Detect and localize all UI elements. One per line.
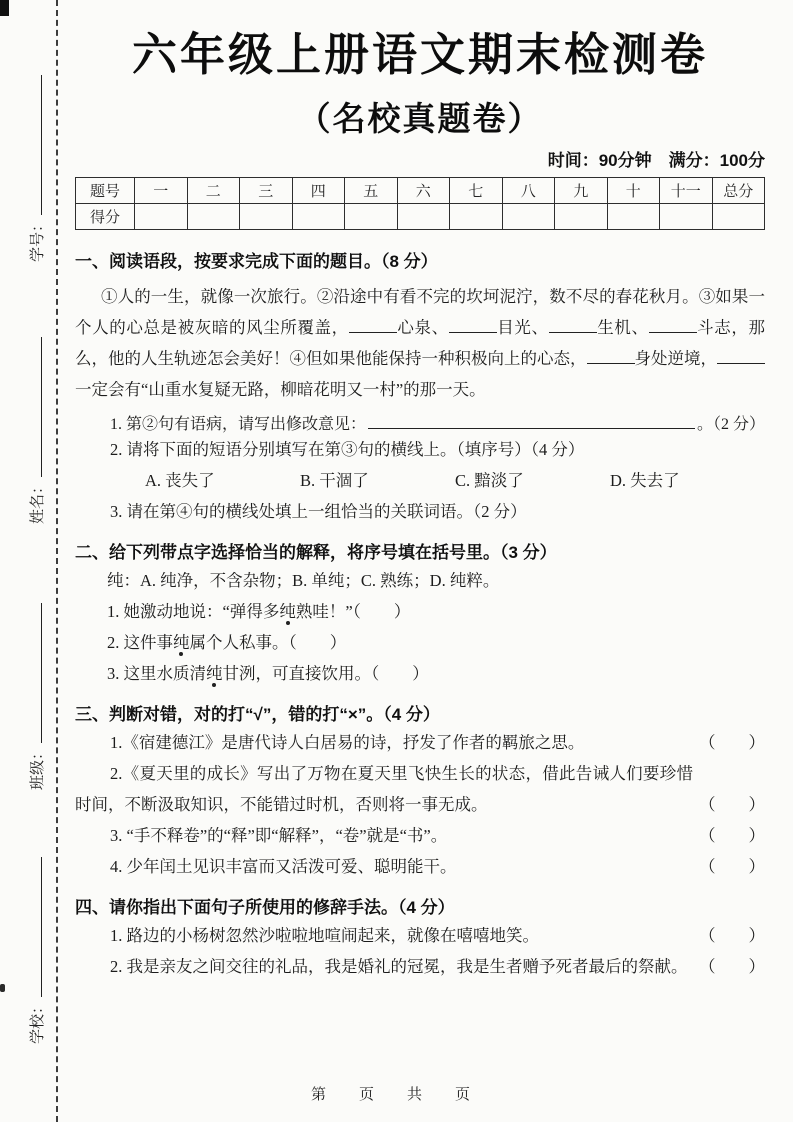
score-cell (292, 204, 345, 230)
score-table-header-cell: 九 (555, 178, 608, 204)
passage-text: 一定会有“山重水复疑无路，柳暗花明又一村”的那一天。 (75, 380, 486, 399)
score-cell (502, 204, 555, 230)
student-id-label: 学号： (29, 216, 46, 262)
section-2-heading: 二、给下列带点字选择恰当的解释，将序号填在括号里。（3 分） (75, 543, 557, 562)
score-cell (712, 204, 765, 230)
page-footer: 第 页 共 页 (310, 1086, 479, 1103)
s1-question-3: 3. 请在第④句的横线处填上一组恰当的关联词语。（2 分） (110, 502, 527, 521)
sentence-text: 2. 这件事 (107, 633, 173, 652)
passage-text: ①人的一生，就像一次旅行。②沿途中有看不完的坎坷泥泞，数不尽的春花秋月。③如果一个人的心总是被灰暗的风尘所覆盖， (75, 287, 765, 337)
section-1-heading: 一、阅读语段，按要求完成下面的题目。（8 分） (75, 252, 438, 271)
s1-options (75, 465, 765, 496)
fill-blank (649, 316, 697, 334)
score-cell (555, 204, 608, 230)
student-name-field (26, 337, 47, 524)
class-field (26, 603, 47, 790)
class-label: 班级： (29, 744, 46, 790)
score-table-header-cell: 五 (345, 178, 398, 204)
dotted-char: 纯 (279, 602, 296, 621)
sentence-text: 熟哇！”（ ） (295, 602, 411, 621)
student-id-field (26, 75, 47, 262)
s4-item-1 (75, 920, 765, 951)
fill-blank (549, 316, 597, 334)
statement-text: 2. 我是亲友之间交往的礼品，我是婚礼的冠冕，我是生者赠予死者最后的祭献。 (110, 957, 688, 976)
answer-paren: （ ） (699, 795, 765, 814)
score-table-header-cell: 十一 (660, 178, 713, 204)
student-name-blank (28, 337, 43, 477)
score-table-header-row (76, 178, 765, 204)
fill-blank (349, 316, 397, 334)
s3-item-4 (75, 851, 765, 882)
statement-text: 1.《宿建德江》是唐代诗人白居易的诗，抒发了作者的羁旅之思。 (110, 733, 585, 752)
score-table-header-cell: 四 (292, 178, 345, 204)
s3-item-3 (75, 820, 765, 851)
s4-item-2 (75, 951, 765, 982)
exam-subtitle: （名校真题卷） (297, 100, 543, 137)
fill-blank (587, 347, 635, 365)
score-table-header-cell: 七 (450, 178, 503, 204)
option-b: B. 干涸了 (300, 471, 369, 490)
score-table-header-cell: 十 (607, 178, 660, 204)
passage-text: 目光、 (496, 318, 549, 337)
s2-item-1 (75, 596, 765, 627)
scan-edge-artifact (0, 984, 5, 992)
question-points: 。（2 分） (696, 416, 765, 433)
passage-text: 心泉、 (396, 318, 449, 337)
sentence-text: 属个人私事。（ ） (189, 633, 347, 652)
s3-item-2 (75, 758, 765, 820)
passage-text: 斗志，那么，他的人生轨迹怎会美好！④但如果他能保持一种积极向上的心态， (75, 318, 765, 368)
answer-paren: （ ） (699, 957, 765, 976)
score-cell (397, 204, 450, 230)
school-label: 学校： (29, 998, 46, 1044)
passage-text: 生机、 (596, 318, 649, 337)
s2-item-3 (75, 658, 765, 689)
dotted-char: 纯 (206, 664, 223, 683)
s1-question-2: 2. 请将下面的短语分别填写在第③句的横线上。（填序号）（4 分） (110, 440, 585, 459)
answer-paren: （ ） (699, 826, 765, 845)
score-cell (660, 204, 713, 230)
score-table-score-row (76, 204, 765, 230)
class-blank (28, 603, 43, 743)
sentence-text: 3. 这里水质清 (107, 664, 206, 683)
school-blank (28, 857, 43, 997)
score-cell (607, 204, 660, 230)
answer-paren: （ ） (699, 926, 765, 945)
statement-text: 3. “手不释卷”的“释”即“解释”，“卷”就是“书”。 (110, 826, 448, 845)
answer-paren: （ ） (699, 733, 765, 752)
school-field (26, 857, 47, 1044)
score-row-label: 得分 (76, 204, 135, 230)
option-c: C. 黯淡了 (455, 471, 524, 490)
score-table-header-cell: 二 (187, 178, 240, 204)
score-table (75, 177, 765, 230)
score-table-header-cell: 六 (397, 178, 450, 204)
fill-blank (717, 347, 765, 365)
binding-dashed-line (56, 0, 58, 1122)
question-text: 1. 第②句有语病，请写出修改意见： (110, 416, 367, 433)
section-4-heading: 四、请你指出下面句子所使用的修辞手法。（4 分） (75, 898, 455, 917)
student-id-blank (28, 75, 43, 215)
statement-text: 1. 路边的小杨树忽然沙啦啦地喧闹起来，就像在嘻嘻地笑。 (110, 926, 539, 945)
section-3-heading: 三、判断对错，对的打“√”，错的打“×”。（4 分） (75, 705, 440, 724)
score-cell (187, 204, 240, 230)
score-cell (345, 204, 398, 230)
option-d: D. 失去了 (610, 471, 680, 490)
statement-text: 4. 少年闰土见识丰富而又活泼可爱、聪明能干。 (110, 857, 457, 876)
answer-blank (368, 412, 695, 429)
passage-text: 身处逆境， (634, 349, 717, 368)
fill-blank (449, 316, 497, 334)
s3-item-1 (75, 727, 765, 758)
dotted-char: 纯 (173, 633, 190, 652)
score-cell (135, 204, 188, 230)
content (75, 0, 765, 982)
sentence-text: 甘洌，可直接饮用。（ ） (222, 664, 429, 683)
time-score-info: 时间：90分钟 满分：100分 (547, 151, 765, 170)
student-name-label: 姓名： (29, 478, 46, 524)
scan-corner-artifact (0, 0, 9, 16)
s2-item-2 (75, 627, 765, 658)
s1-question-1 (75, 411, 765, 434)
score-table-header-cell: 一 (135, 178, 188, 204)
score-table-header-cell: 题号 (76, 178, 135, 204)
score-table-header-cell: 八 (502, 178, 555, 204)
reading-passage (75, 281, 765, 405)
score-cell (240, 204, 293, 230)
score-cell (450, 204, 503, 230)
s2-gloss: 纯：A. 纯净，不含杂物；B. 单纯；C. 熟练；D. 纯粹。 (107, 571, 500, 590)
statement-text: 2.《夏天里的成长》写出了万物在夏天里飞快生长的状态，借此告诫人们要珍惜时间，不断汲取知识，不能错过时机，否则将一事无成。 (75, 764, 693, 814)
score-table-header-cell: 三 (240, 178, 293, 204)
score-table-header-cell: 总分 (712, 178, 765, 204)
sentence-text: 1. 她激动地说：“弹得多 (107, 602, 280, 621)
answer-paren: （ ） (699, 857, 765, 876)
option-a: A. 丧失了 (145, 471, 215, 490)
exam-title: 六年级上册语文期末检测卷 (131, 29, 708, 80)
